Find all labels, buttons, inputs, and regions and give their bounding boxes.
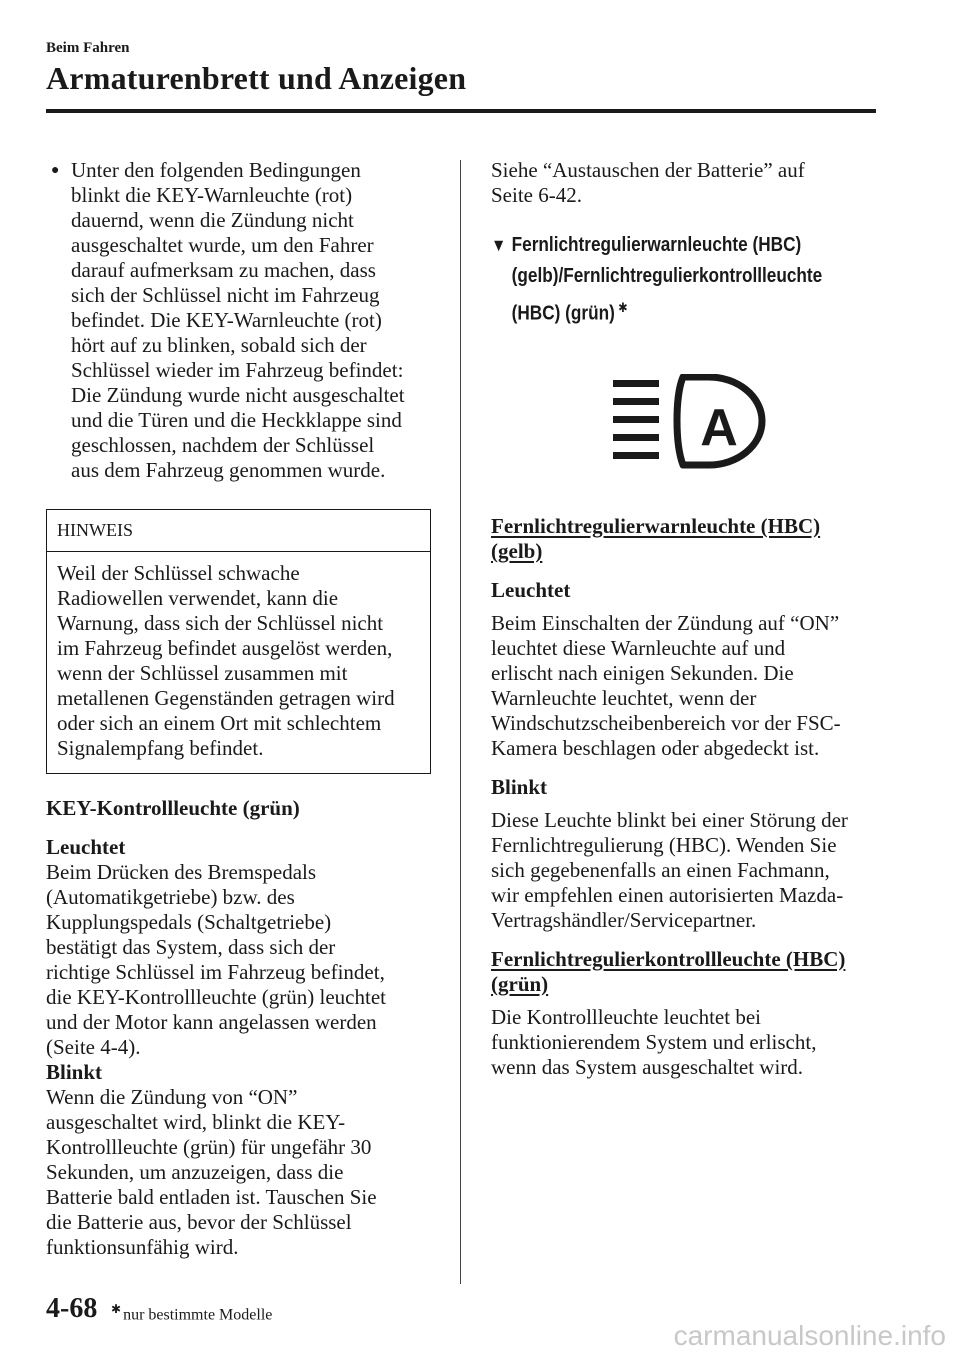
text-line: Die Zündung wurde nicht ausgeschaltet: [71, 383, 405, 407]
leuchtet-paragraph: [46, 860, 438, 1060]
right-column: [491, 158, 883, 1080]
blinkt-label: Blinkt: [46, 1060, 103, 1084]
triangle-down-icon: ▼: [491, 235, 507, 255]
text-line: wenn das System ausgeschaltet wird.: [491, 1054, 804, 1079]
text-line: sich gegebenenfalls an einen Fachmann,: [491, 857, 830, 882]
text-line: wenn der Schlüssel zusammen mit: [57, 661, 348, 685]
text-line: Unter den folgenden Bedingungen: [71, 158, 361, 182]
footer-note-text: nur bestimmte Modelle: [123, 1306, 273, 1324]
text-line: darauf aufmerksam zu machen, dass: [71, 258, 376, 282]
text-line: [512, 292, 823, 330]
text-line: Kupplungspedals (Schaltgetriebe): [46, 910, 332, 934]
text-line: Warnung, dass sich der Schlüssel nicht: [57, 611, 384, 635]
text-line: (grün): [491, 971, 549, 996]
bullet-dot-icon: ●: [51, 163, 60, 178]
text-line: (Seite 4-4).: [46, 1035, 141, 1059]
section-heading-text: [512, 230, 823, 330]
header-rule: [46, 109, 876, 113]
bullet-item: [51, 158, 438, 483]
heading-line-text: (HBC) (grün): [511, 302, 615, 325]
high-beam-control-auto-icon: [609, 374, 769, 470]
star-icon: ✱: [618, 300, 628, 315]
indicator-paragraph: [491, 1005, 883, 1080]
text-line: und die Türen und die Heckklappe sind: [71, 408, 402, 432]
page-title: Armaturenbrett und Anzeigen: [46, 60, 467, 96]
text-line: ausgeschaltet wurde, um den Fahrer: [71, 233, 374, 257]
text-line: oder sich an einem Ort mit schlechtem: [57, 711, 382, 735]
text-line: aus dem Fahrzeug genommen wurde.: [71, 458, 386, 482]
svg-text:A: A: [700, 398, 738, 457]
text-line: wir empfehlen einen autorisierten Mazda-: [491, 882, 844, 907]
text-line: dauernd, wenn die Zündung nicht: [71, 208, 354, 232]
text-line: Fernlichtregulierkontrollleuchte (HBC): [491, 946, 846, 971]
text-line: Signalempfang befindet.: [57, 736, 264, 760]
text-line: Kontrollleuchte (grün) für ungefähr 30: [46, 1135, 372, 1159]
text-line: Radiowellen verwendet, kann die: [57, 586, 339, 610]
text-line: Siehe “Austauschen der Batterie” auf: [491, 158, 805, 182]
text-line: Seite 6-42.: [491, 183, 582, 207]
watermark: carmanualsonline.info: [673, 1320, 946, 1351]
text-line: die KEY-Kontrollleuchte (grün) leuchtet: [46, 985, 386, 1009]
text-line: Sekunden, um anzuzeigen, dass die: [46, 1160, 344, 1184]
text-line: hört auf zu blinken, sobald sich der: [71, 333, 367, 357]
leuchtet-paragraph: [491, 611, 883, 761]
text-line: Wenn die Zündung von “ON”: [46, 1085, 298, 1109]
leuchtet-label: Leuchtet: [46, 835, 126, 859]
running-header-section: Beim Fahren: [46, 40, 130, 56]
text-line: funktionierendem System und erlischt,: [491, 1029, 817, 1054]
left-column: [46, 158, 438, 1260]
text-line: und der Motor kann angelassen werden: [46, 1010, 377, 1034]
text-line: blinkt die KEY-Warnleuchte (rot): [71, 183, 353, 207]
footer-note: [111, 1302, 272, 1324]
text-line: ausgeschaltet wird, blinkt die KEY-: [46, 1110, 346, 1134]
bullet-text: [71, 158, 438, 483]
text-line: befindet. Die KEY-Warnleuchte (rot): [71, 308, 382, 332]
text-line: richtige Schlüssel im Fahrzeug befindet,: [46, 960, 385, 984]
blinkt-label: Blinkt: [491, 774, 548, 799]
text-line: Batterie bald entladen ist. Tauschen Sie: [46, 1185, 377, 1209]
column-divider: [460, 160, 461, 1284]
text-line: Die Kontrollleuchte leuchtet bei: [491, 1004, 761, 1029]
text-line: Weil der Schlüssel schwache: [57, 561, 300, 585]
text-line: metallenen Gegenständen getragen wird: [57, 686, 395, 710]
intro-paragraph: [491, 158, 883, 208]
text-line: (gelb)/Fernlichtregulierkontrollleuchte: [511, 265, 823, 287]
warning-light-heading: [491, 514, 883, 564]
text-line: geschlossen, nachdem der Schlüssel: [71, 433, 375, 457]
note-title: HINWEIS: [47, 510, 430, 552]
text-line: Diese Leuchte blinkt bei einer Störung der: [491, 807, 848, 832]
text-line: Windschutzscheibenbereich vor der FSC-: [491, 710, 841, 735]
blinkt-paragraph: [491, 808, 883, 933]
text-line: (gelb): [491, 538, 543, 563]
text-line: Fernlichtregulierwarnleuchte (HBC): [511, 234, 802, 256]
text-line: Kamera beschlagen oder abgedeckt ist.: [491, 735, 820, 760]
blinkt-paragraph: [46, 1085, 438, 1260]
text-line: funktionsunfähig wird.: [46, 1235, 239, 1259]
text-line: die Batterie aus, bevor der Schlüssel: [46, 1210, 352, 1234]
star-icon: ✱: [111, 1302, 122, 1316]
text-line: im Fahrzeug befindet ausgelöst werden,: [57, 636, 393, 660]
text-line: Schlüssel wieder im Fahrzeug befindet:: [71, 358, 404, 382]
hbc-section-heading: [491, 230, 874, 330]
indicator-light-heading: [491, 947, 883, 997]
text-line: Fernlichtregulierung (HBC). Wenden Sie: [491, 832, 837, 857]
text-line: (Automatikgetriebe) bzw. des: [46, 885, 295, 909]
text-line: Vertragshändler/Servicepartner.: [491, 907, 757, 932]
text-line: erlischt nach einigen Sekunden. Die: [491, 660, 794, 685]
text-line: bestätigt das System, dass sich der: [46, 935, 336, 959]
leuchtet-label: Leuchtet: [491, 577, 571, 602]
text-line: Beim Drücken des Bremspedals: [46, 860, 317, 884]
text-line: sich der Schlüssel nicht im Fahrzeug: [71, 283, 380, 307]
text-line: leuchtet diese Warnleuchte auf und: [491, 635, 786, 660]
text-line: Warnleuchte leuchtet, wenn der: [491, 685, 757, 710]
hbc-icon-container: [491, 374, 883, 470]
note-box: [46, 509, 431, 774]
page-number: 4-68: [46, 1293, 98, 1324]
note-body: [47, 552, 430, 773]
text-line: Beim Einschalten der Zündung auf “ON”: [491, 610, 840, 635]
key-indicator-heading: KEY-Kontrollleuchte (grün): [46, 796, 300, 820]
text-line: Fernlichtregulierwarnleuchte (HBC): [491, 513, 821, 538]
